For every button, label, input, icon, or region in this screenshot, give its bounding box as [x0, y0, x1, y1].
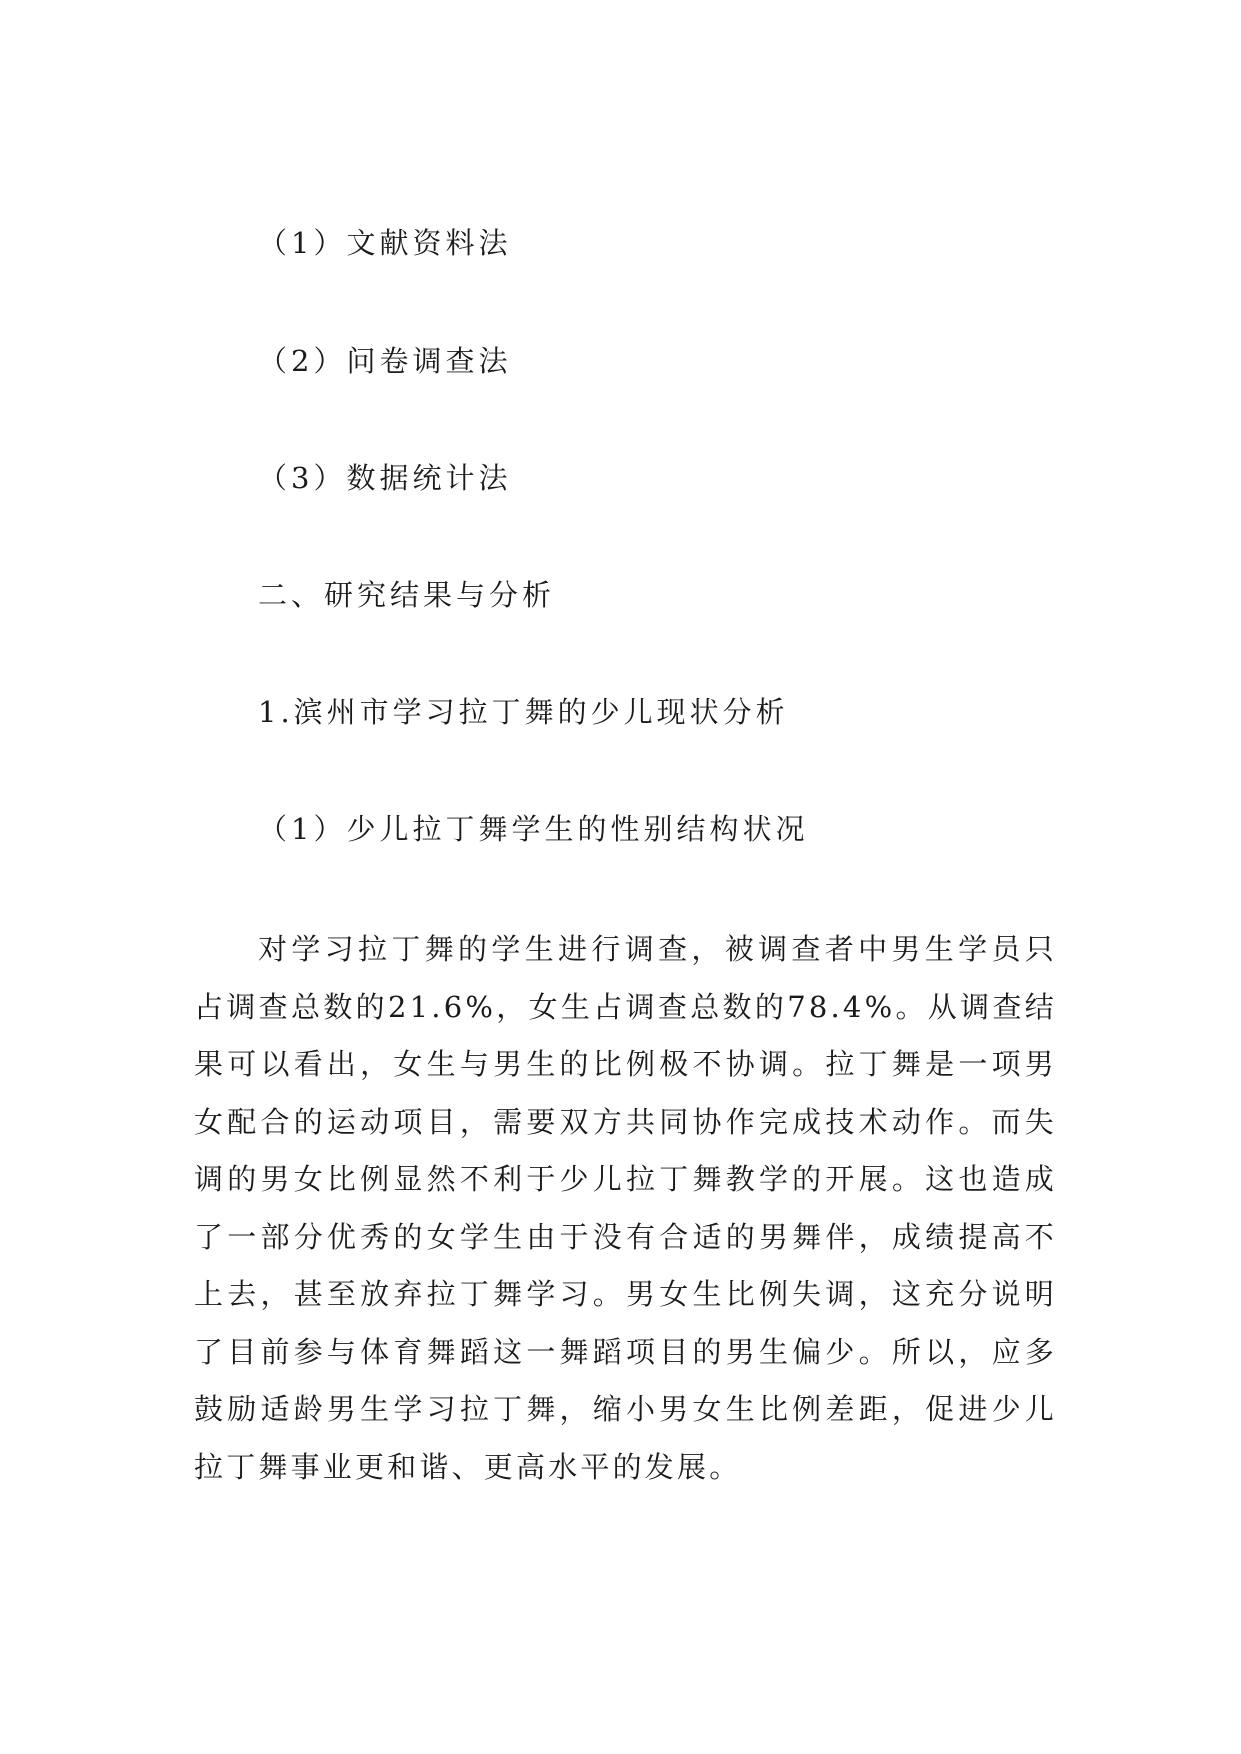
section-heading: 二、研究结果与分析 [258, 578, 556, 612]
subsubsection-heading: （1）少儿拉丁舞学生的性别结构状况 [258, 812, 809, 846]
method-item-statistics: （3）数据统计法 [258, 461, 512, 495]
subsection-heading: 1.滨州市学习拉丁舞的少儿现状分析 [258, 695, 789, 729]
body-paragraph: 对学习拉丁舞的学生进行调查，被调查者中男生学员只占调查总数的21.6%，女生占调查总数的78.4%。从调查结果可以看出，女生与男生的比例极不协调。拉丁舞是一项男女配合的运动项目，需要双方共同协作完成技术动作。而失调的男女比例显然不利于少儿拉丁舞教学的开展。这也造成了一部分优秀的女学生由于没有合适的男舞伴，成绩提高不上去，甚至放弃拉丁舞学习。男女生比例失调，这充分说明了目前参与体育舞蹈这一舞蹈项目的男生偏少。所以，应多鼓励适龄男生学习拉丁舞，缩小男女生比例差距，促进少儿拉丁舞事业更和谐、更高水平的发展。 [194, 932, 1057, 1484]
method-item-literature: （1）文献资料法 [258, 226, 512, 260]
method-item-questionnaire: （2）问卷调查法 [258, 344, 512, 378]
